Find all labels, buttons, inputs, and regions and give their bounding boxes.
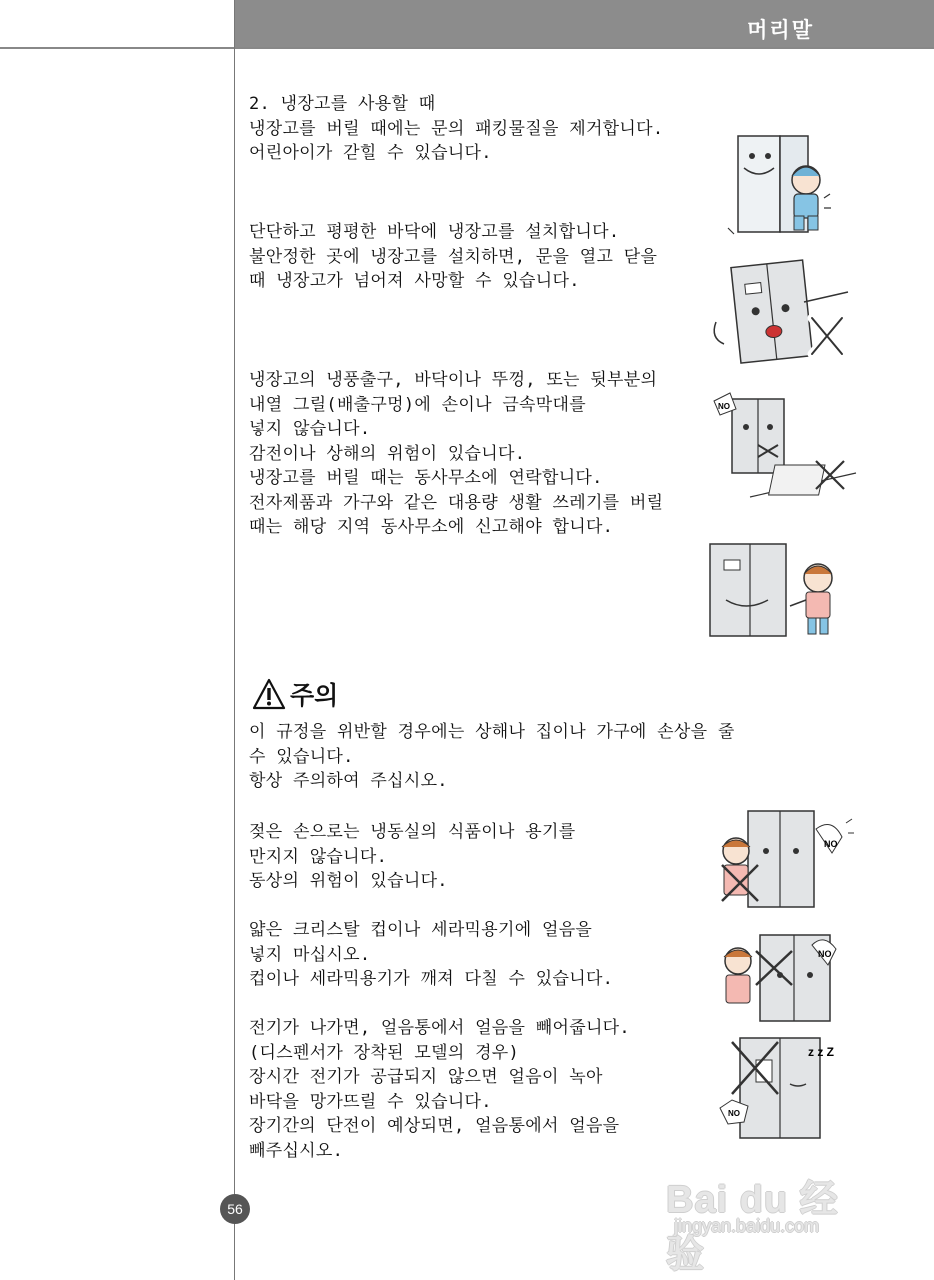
paragraph-power-outage <box>249 1016 630 1163</box>
text-line: 빼주십시오. <box>249 1140 344 1161</box>
watermark-brand: Bai du 经验 <box>666 1179 839 1276</box>
no-label: NO <box>728 1109 740 1118</box>
paragraph-wet-hands <box>249 820 575 894</box>
caution-title: 주의 <box>290 681 339 710</box>
text-line: 감전이나 상해의 위험이 있습니다. <box>249 443 526 464</box>
ice-bucket-illustration <box>718 1030 848 1145</box>
text-line: 2. 냉장고를 사용할 때 <box>249 94 436 114</box>
tipping-fridge-illustration <box>708 258 858 370</box>
header-rule <box>0 47 934 49</box>
text-line: 단단하고 평평한 바닥에 냉장고를 설치합니다. <box>249 222 620 242</box>
text-line: 냉장고의 냉풍출구, 바닥이나 뚜껑, 또는 뒷부분의 <box>249 370 658 390</box>
text-line: 장기간의 단전이 예상되면, 얼음통에서 얼음을 <box>249 1116 620 1136</box>
text-line: 장시간 전기가 공급되지 않으면 얼음이 녹아 <box>249 1067 603 1087</box>
text-line: 불안정한 곳에 냉장고를 설치하면, 문을 열고 닫을 <box>249 246 658 267</box>
zzz-label: z z Z <box>808 1045 834 1059</box>
paragraph-caution-intro <box>249 720 735 794</box>
text-line: 젖은 손으로는 냉동실의 식품이나 용기를 <box>249 822 576 842</box>
text-line: 동상의 위험이 있습니다. <box>249 871 448 891</box>
text-line: 넣지 마십시오. <box>249 944 371 965</box>
wet-hands-illustration <box>708 805 858 915</box>
child-in-fridge-illustration <box>724 128 834 240</box>
text-line: 컵이나 세라믹용기가 깨져 다칠 수 있습니다. <box>249 969 614 989</box>
text-line: 때 냉장고가 넘어져 사망할 수 있습니다. <box>249 271 580 291</box>
margin-rule <box>234 0 235 1280</box>
text-line: 수 있습니다. <box>249 746 354 767</box>
paragraph-disposal-packing <box>249 92 663 166</box>
watermark <box>666 1150 876 1276</box>
text-line: 얇은 크리스탈 컵이나 세라믹용기에 얼음을 <box>249 920 593 940</box>
no-label: NO <box>824 839 838 849</box>
text-line: (디스펜서가 장착된 모델의 경우) <box>249 1042 520 1063</box>
caution-heading <box>252 676 338 712</box>
paragraph-vents <box>249 368 663 540</box>
text-line: 내열 그릴(배출구멍)에 손이나 금속막대를 <box>249 394 586 415</box>
no-label: NO <box>718 402 730 411</box>
text-line: 냉장고를 버릴 때는 동사무소에 연락합니다. <box>249 468 603 488</box>
text-line: 냉장고를 버릴 때에는 문의 패킹물질을 제거합니다. <box>249 118 664 139</box>
paragraph-level-floor <box>249 220 657 294</box>
text-line: 만지지 않습니다. <box>249 846 388 867</box>
disposal-girl-illustration <box>706 540 856 640</box>
text-line: 넣지 않습니다. <box>249 419 371 439</box>
page-number: 56 <box>220 1194 250 1224</box>
crystal-cup-illustration <box>712 925 842 1025</box>
section-title: 머리말 <box>747 18 814 42</box>
text-line: 전자제품과 가구와 같은 대용량 생활 쓰레기를 버릴 <box>249 492 664 513</box>
paragraph-crystal-cup <box>249 918 613 992</box>
text-line: 전기가 나가면, 얼음통에서 얼음을 빼어줍니다. <box>249 1018 630 1038</box>
text-line: 이 규정을 위반할 경우에는 상해나 집이나 가구에 손상을 줄 <box>249 722 735 742</box>
header-bar <box>235 0 934 48</box>
text-line: 어린아이가 갇힐 수 있습니다. <box>249 143 492 163</box>
rear-vent-illustration <box>700 385 860 510</box>
warning-icon <box>252 678 286 710</box>
text-line: 항상 주의하여 주십시오. <box>249 771 448 791</box>
no-label: NO <box>818 949 832 959</box>
text-line: 바닥을 망가뜨릴 수 있습니다. <box>249 1091 492 1112</box>
text-line: 때는 해당 지역 동사무소에 신고해야 합니다. <box>249 517 614 537</box>
watermark-url: jingyan.baidu.com <box>674 1216 820 1236</box>
